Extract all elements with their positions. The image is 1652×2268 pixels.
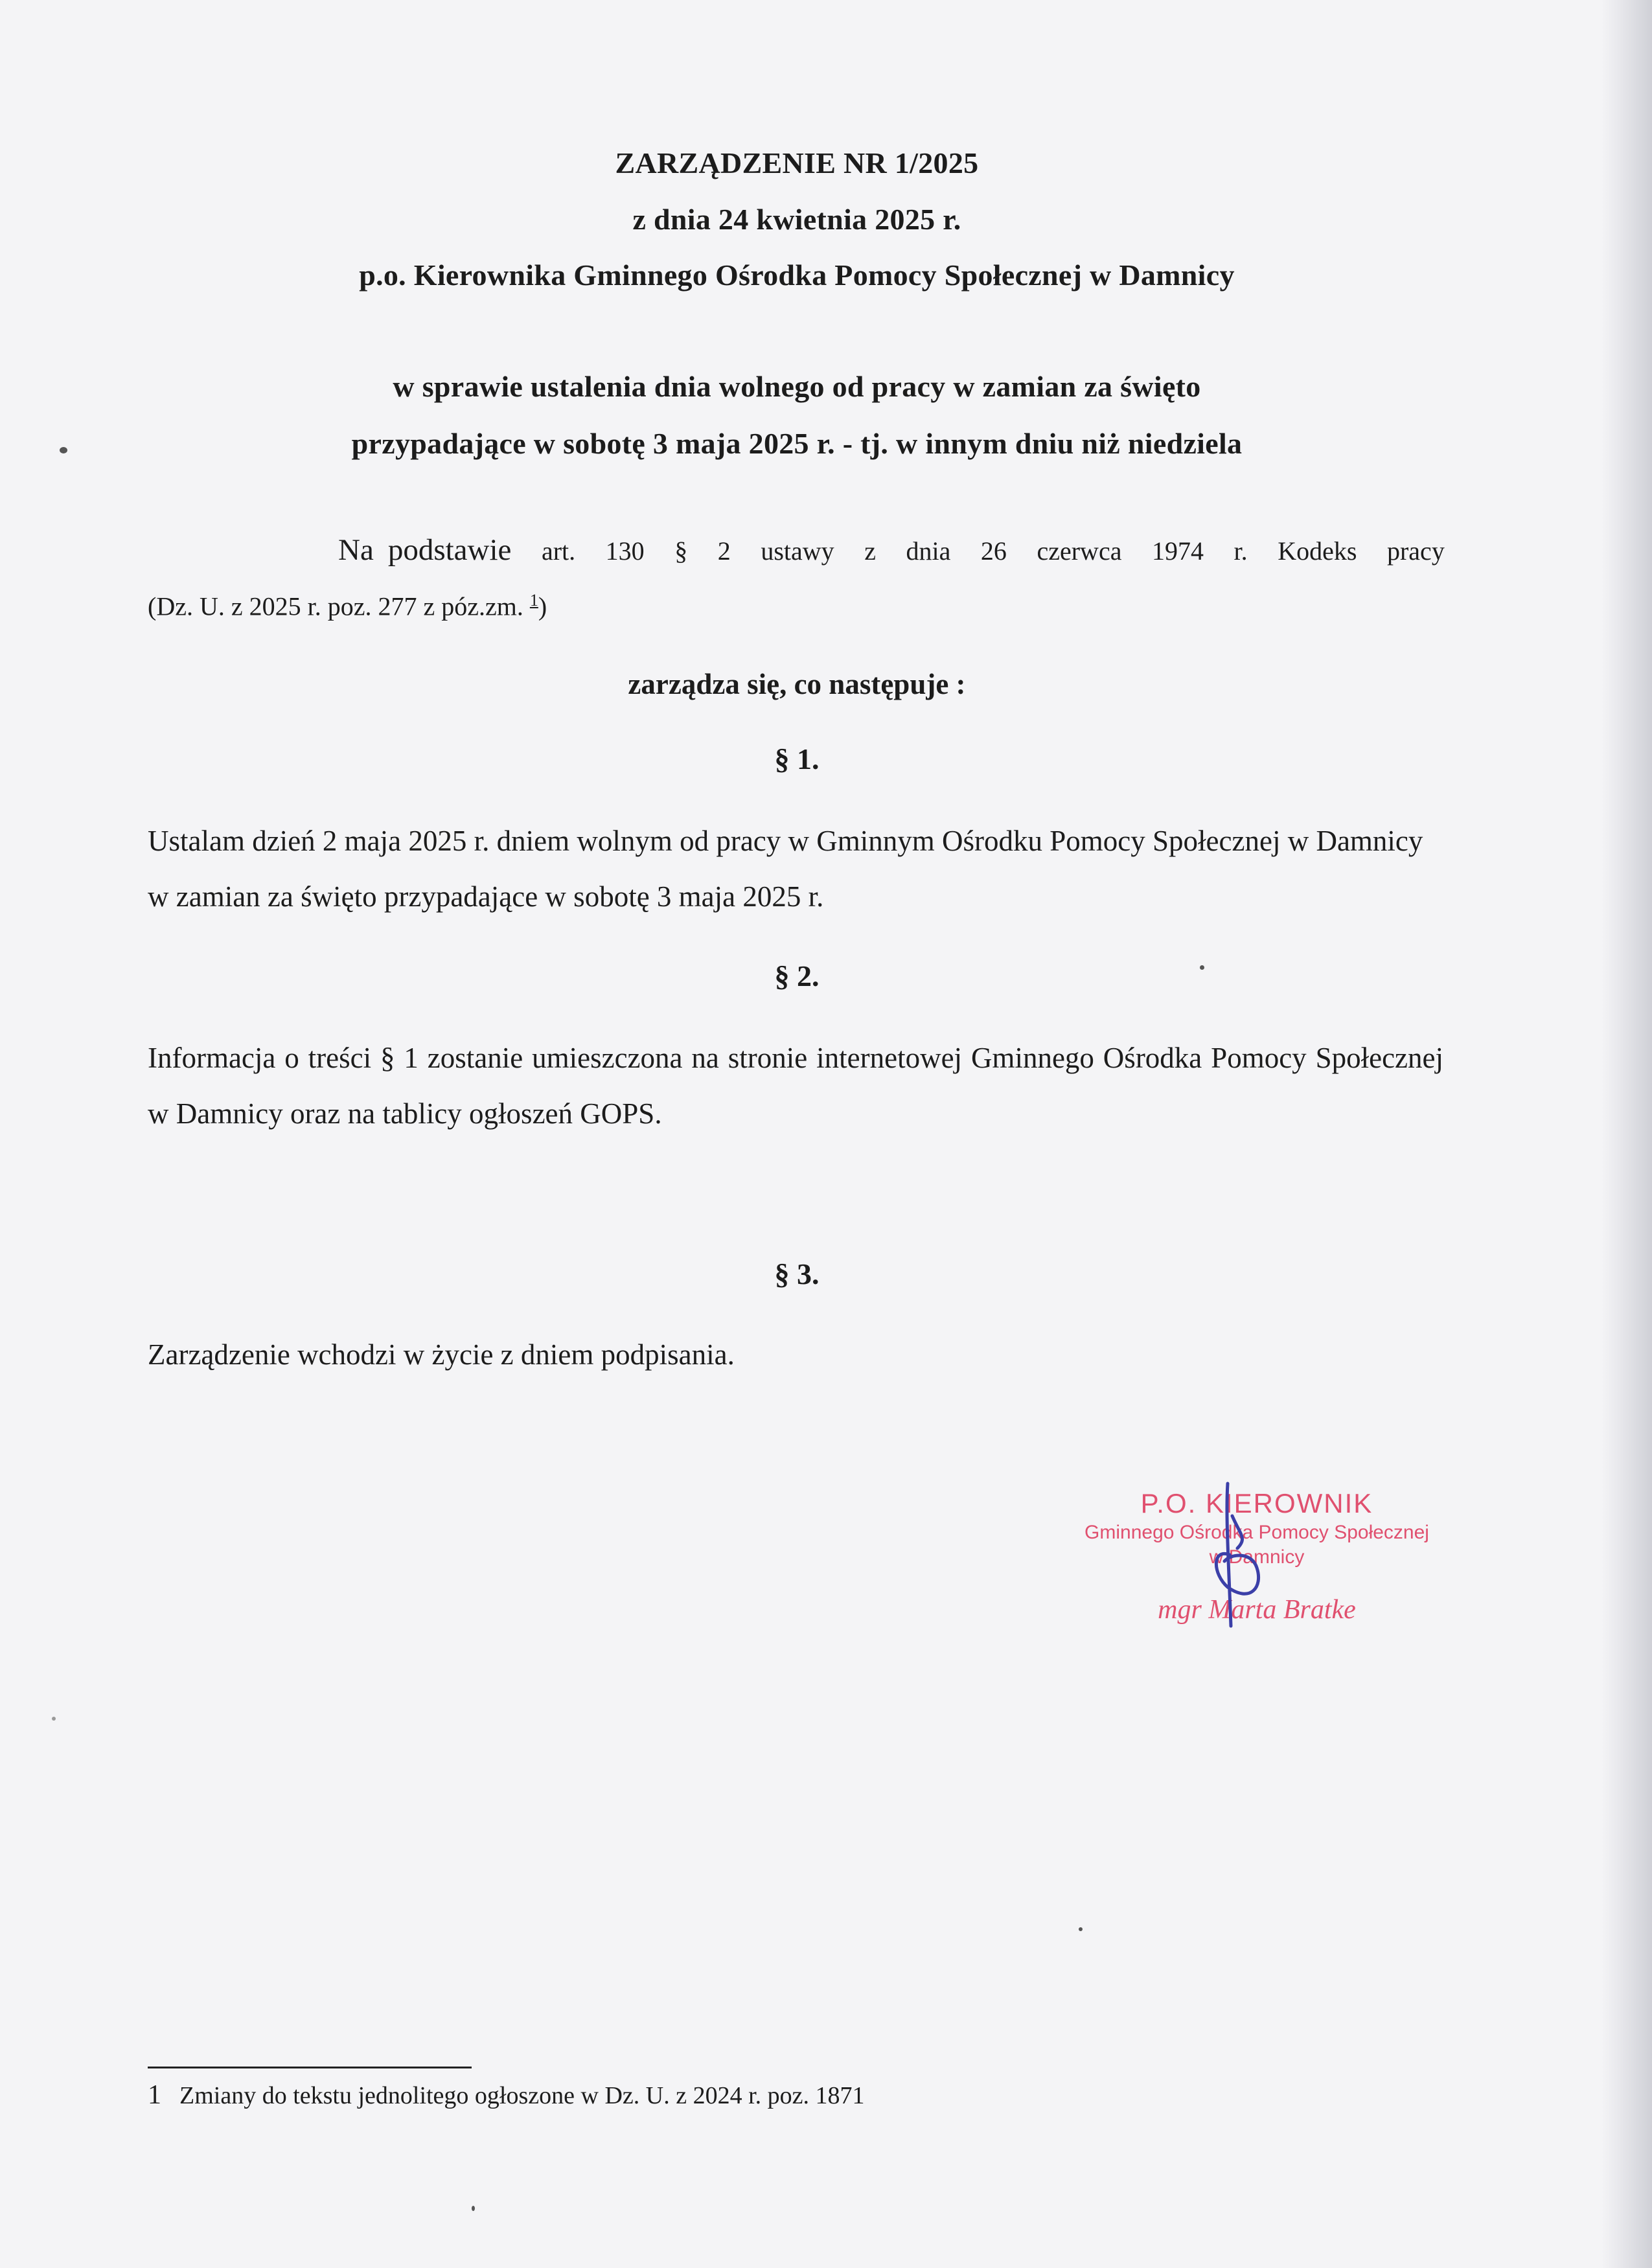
legal-word: ustawy bbox=[761, 536, 834, 566]
footnote-number: 1 bbox=[148, 2080, 161, 2110]
footnote-separator bbox=[148, 2067, 472, 2068]
legal-word: § bbox=[674, 536, 688, 566]
section-2-text: Informacja o treści § 1 zostanie umieszczona na stronie internetowej Gminnego Ośrodka Pomocy Społecznej w Damnicy oraz na tablicy ogłoszeń GOPS. bbox=[148, 1042, 1443, 1130]
closing-parenthesis: ) bbox=[538, 591, 547, 621]
legal-citation: (Dz. U. z 2025 r. poz. 277 z póz.zm. bbox=[148, 591, 530, 621]
scan-speck bbox=[60, 447, 67, 453]
section-1-text: Ustalam dzień 2 maja 2025 r. dniem wolnym od pracy w Gminnym Ośrodku Pomocy Społecznej w Damnicy w zamian za święto przypadające w sobotę 3 maja 2025 r. bbox=[148, 825, 1423, 913]
scan-speck bbox=[472, 2206, 475, 2211]
legal-basis-lead bbox=[338, 533, 511, 567]
legal-word: 130 bbox=[605, 536, 645, 566]
legal-word: r. bbox=[1233, 536, 1248, 566]
legal-word: dnia bbox=[906, 536, 951, 566]
subject-line-2: przypadające w sobotę 3 maja 2025 r. - tj. w innym dniu niż niedziela bbox=[351, 427, 1243, 460]
legal-word: podstawie bbox=[387, 533, 512, 567]
document-date: z dnia 24 kwietnia 2025 r. bbox=[632, 203, 961, 236]
scan-speck bbox=[1200, 965, 1204, 970]
legal-word: z bbox=[864, 536, 876, 566]
footnote-text: Zmiany do tekstu jednolitego ogłoszone w Dz. U. z 2024 r. poz. 1871 bbox=[179, 2082, 865, 2109]
stamp-institution: Gminnego Ośrodka Pomocy Społecznej bbox=[1084, 1522, 1429, 1543]
stamp-title: P.O. KIEROWNIK bbox=[1140, 1488, 1373, 1518]
stamp-signatory-name: mgr Marta Bratke bbox=[1158, 1595, 1356, 1625]
section-2-label: § 2. bbox=[774, 959, 820, 992]
legal-word: 26 bbox=[980, 536, 1007, 566]
section-3-text: Zarządzenie wchodzi w życie z dniem podpisania. bbox=[148, 1338, 735, 1371]
legal-basis-continuation bbox=[148, 591, 547, 621]
decree-phrase: zarządza się, co następuje : bbox=[628, 668, 966, 700]
legal-word: czerwca bbox=[1037, 536, 1122, 566]
footnote-reference: 1 bbox=[529, 591, 538, 610]
handwritten-signature-icon bbox=[1166, 1477, 1309, 1632]
legal-word: pracy bbox=[1386, 536, 1445, 566]
footnote bbox=[148, 2079, 865, 2111]
stamp-location: w Damnicy bbox=[1209, 1546, 1305, 1568]
document-author: p.o. Kierownika Gminnego Ośrodka Pomocy Społecznej w Damnicy bbox=[359, 258, 1235, 292]
legal-word: art. bbox=[541, 536, 576, 566]
legal-word: 2 bbox=[717, 536, 731, 566]
section-3-label: § 3. bbox=[774, 1257, 820, 1290]
subject-line-1: w sprawie ustalenia dnia wolnego od pracy w zamian za święto bbox=[393, 370, 1201, 403]
section-1-label: § 1. bbox=[774, 742, 820, 775]
legal-word: 1974 bbox=[1152, 536, 1204, 566]
legal-basis-line bbox=[148, 533, 1445, 567]
scan-speck bbox=[1079, 1927, 1083, 1931]
document-title: ZARZĄDZENIE NR 1/2025 bbox=[615, 146, 979, 179]
legal-word: Kodeks bbox=[1278, 536, 1357, 566]
legal-word: Na bbox=[338, 533, 374, 567]
scan-speck bbox=[52, 1717, 56, 1721]
